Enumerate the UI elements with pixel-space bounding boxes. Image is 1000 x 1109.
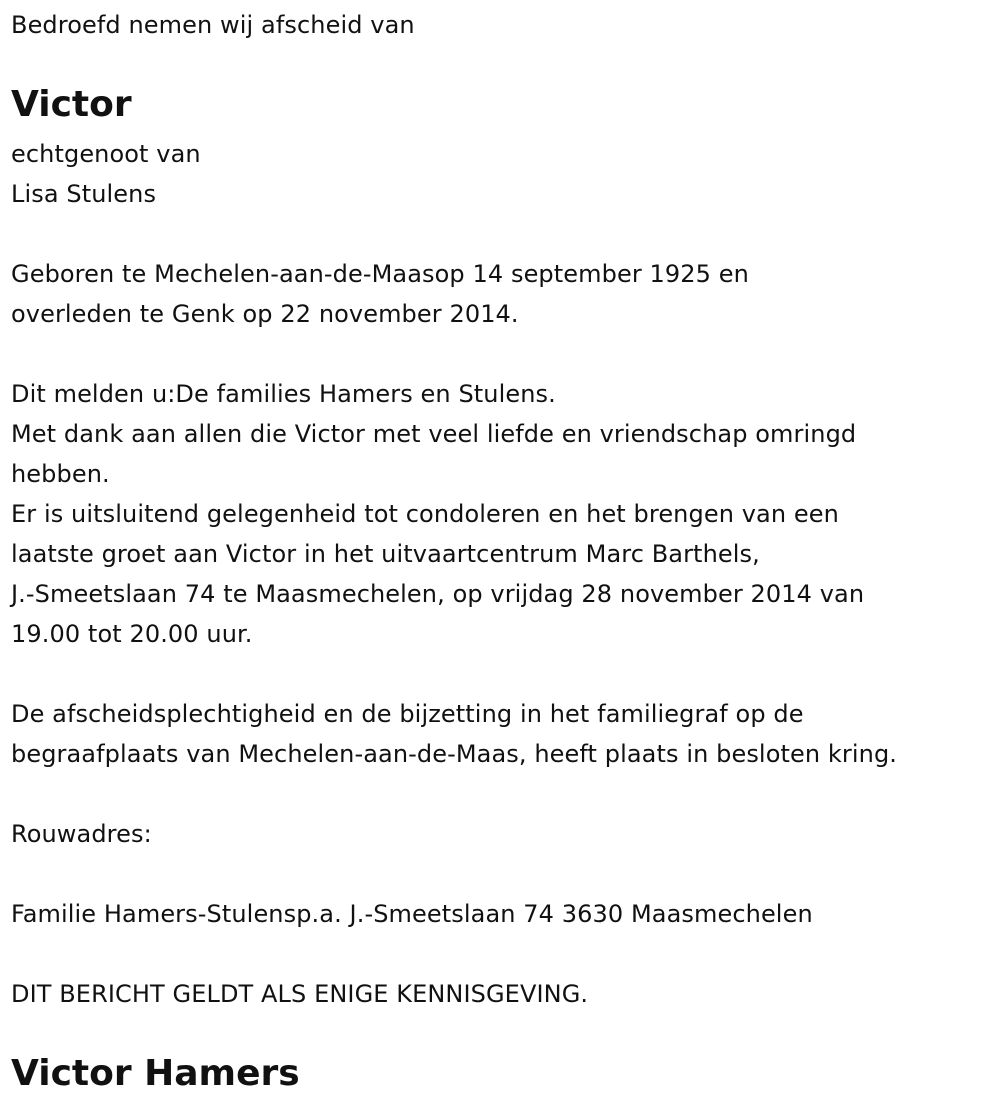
message-line: Er is uitsluitend gelegenheid tot condoleren en het brengen van een xyxy=(11,500,839,528)
message-line: laatste groet aan Victor in het uitvaartcentrum Marc Barthels, xyxy=(11,540,760,568)
address-text: Familie Hamers-Stulensp.a. J.-Smeetslaan 74 3630 Maasmechelen xyxy=(11,900,813,928)
address-label: Rouwadres: xyxy=(11,820,152,848)
message-line: J.-Smeetslaan 74 te Maasmechelen, op vrijdag 28 november 2014 van xyxy=(11,580,865,608)
message-line: Dit melden u:De families Hamers en Stulens. xyxy=(11,380,556,408)
deceased-full-name: Victor Hamers xyxy=(11,1053,300,1094)
notice-text: DIT BERICHT GELDT ALS ENIGE KENNISGEVING. xyxy=(11,980,589,1008)
birth-line: Geboren te Mechelen-aan-de-Maasop 14 september 1925 en xyxy=(11,260,749,288)
spouse-relation: echtgenoot van xyxy=(11,140,201,168)
intro-text: Bedroefd nemen wij afscheid van xyxy=(11,11,415,39)
message-line: Met dank aan allen die Victor met veel liefde en vriendschap omringd xyxy=(11,420,857,448)
ceremony-line: begraafplaats van Mechelen-aan-de-Maas, heeft plaats in besloten kring. xyxy=(11,740,898,768)
deceased-first-name: Victor xyxy=(11,84,132,125)
ceremony-line: De afscheidsplechtigheid en de bijzetting in het familiegraf op de xyxy=(11,700,804,728)
message-line: hebben. xyxy=(11,460,110,488)
spouse-name: Lisa Stulens xyxy=(11,180,157,208)
death-line: overleden te Genk op 22 november 2014. xyxy=(11,300,519,328)
message-line: 19.00 tot 20.00 uur. xyxy=(11,620,253,648)
